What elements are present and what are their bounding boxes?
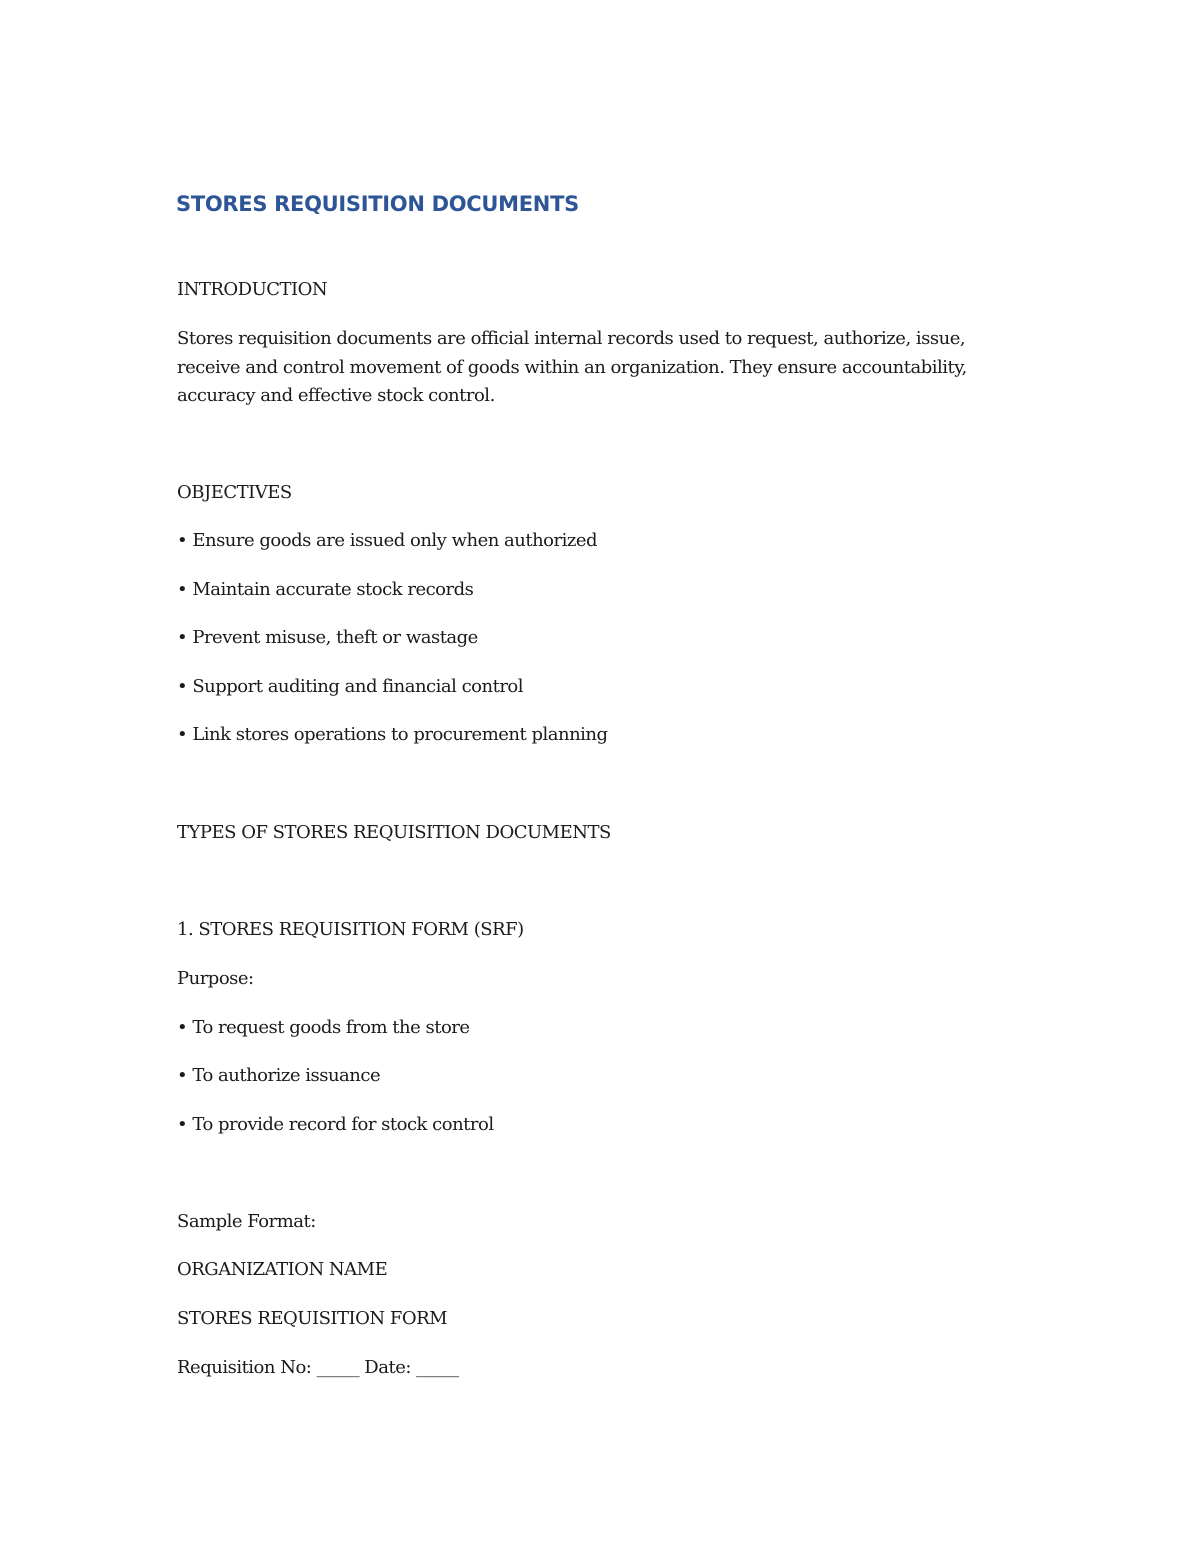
- types-heading: TYPES OF STORES REQUISITION DOCUMENTS: [177, 822, 611, 843]
- objective-item: • Link stores operations to procurement planning: [177, 724, 608, 745]
- sample-format-label: Sample Format:: [177, 1211, 316, 1232]
- purpose-label: Purpose:: [177, 968, 254, 989]
- organization-name: ORGANIZATION NAME: [177, 1259, 388, 1280]
- objectives-heading: OBJECTIVES: [177, 482, 292, 503]
- srf-heading: 1. STORES REQUISITION FORM (SRF): [177, 919, 524, 940]
- introduction-line: Stores requisition documents are official internal records used to request, authorize, issue,: [177, 328, 966, 349]
- purpose-item: • To provide record for stock control: [177, 1114, 494, 1135]
- purpose-item: • To authorize issuance: [177, 1065, 381, 1086]
- objective-item: • Support auditing and financial control: [177, 676, 524, 697]
- introduction-paragraph: [177, 325, 1037, 411]
- introduction-heading: INTRODUCTION: [177, 279, 328, 300]
- purpose-item: • To request goods from the store: [177, 1017, 470, 1038]
- form-title: STORES REQUISITION FORM: [177, 1308, 448, 1329]
- introduction-line: accuracy and effective stock control.: [177, 385, 495, 406]
- introduction-line: receive and control movement of goods within an organization. They ensure accountability,: [177, 356, 967, 378]
- objective-item: • Prevent misuse, theft or wastage: [177, 627, 478, 648]
- document-title: STORES REQUISITION DOCUMENTS: [176, 192, 579, 216]
- objective-item: • Ensure goods are issued only when authorized: [177, 530, 598, 551]
- requisition-number-date-line: Requisition No: _____ Date: _____: [177, 1357, 459, 1378]
- objective-item: • Maintain accurate stock records: [177, 579, 474, 600]
